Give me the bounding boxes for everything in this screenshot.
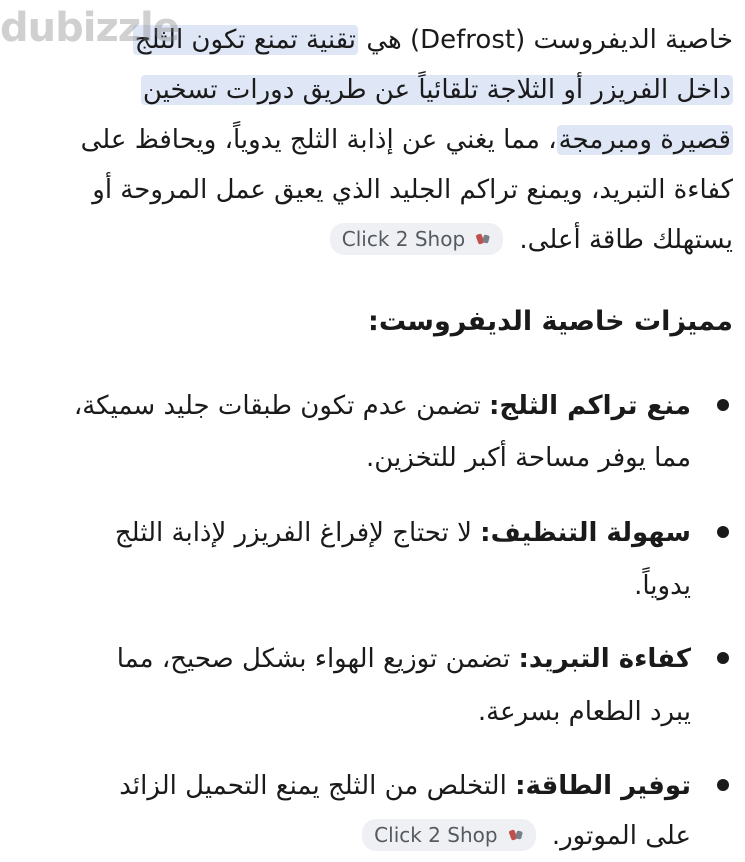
feature-2-line-1 [115,513,691,553]
feature-text: لا تحتاج لإفراغ الفريزر لإذابة الثلج [114,518,481,548]
feature-text: يدوياً. [634,571,691,601]
shop-logo-icon [475,231,491,247]
feature-3-line-2 [478,692,691,732]
feature-3-line-1 [117,639,691,679]
chip-label: Click 2 Shop [341,226,466,251]
click-2-shop-chip[interactable] [330,223,503,255]
click-2-shop-chip[interactable] [362,819,535,851]
feature-text: يبرد الطعام بسرعة. [477,697,691,727]
feature-text: على الموتور. [551,821,691,851]
intro-text: يستهلك طاقة أعلى. [519,225,733,255]
chip-label: Click 2 Shop [374,822,498,847]
bullet-icon [717,779,729,791]
feature-text: مما يوفر مساحة أكبر للتخزين. [365,443,691,473]
feature-4-line-2 [362,816,691,856]
watermark-text: dubizzle [0,5,179,51]
feature-4-line-1 [119,766,691,806]
feature-text: التخلص من الثلج يمنع التحميل الزائد [119,771,516,801]
feature-1-line-2 [366,438,691,478]
features-heading: مميزات خاصية الديفروست: [368,306,733,337]
feature-title: منع تراكم الثلج: [489,391,691,421]
intro-text: كفاءة التبريد، ويمنع تراكم الجليد الذي يعيق عمل المروحة أو [92,175,733,205]
intro-line-5 [330,220,733,260]
bullet-icon [717,526,729,538]
intro-line-1 [133,20,733,60]
highlighted-text: داخل الفريزر أو الثلاجة تلقائياً عن طريق دورات تسخين [142,75,731,105]
intro-line-4 [92,170,733,210]
highlighted-text: قصيرة ومبرمجة [558,125,731,155]
intro-line-3 [81,120,733,160]
feature-title: توفير الطاقة: [515,771,691,801]
intro-text: خاصية الديفروست (Defrost) هي [358,25,733,55]
bullet-icon [717,399,729,411]
feature-2-line-2 [634,566,691,606]
dubizzle-watermark-logo [0,5,179,51]
intro-text: ، مما يغني عن إذابة الثلج يدوياً، ويحافظ على [80,125,557,155]
feature-text: تضمن عدم تكون طبقات جليد سميكة، [73,391,490,421]
feature-1-line-1 [74,386,691,426]
bullet-icon [717,652,729,664]
intro-line-2 [141,70,733,110]
feature-title: كفاءة التبريد: [518,644,691,674]
highlighted-text: تقنية تمنع تكون الثلج [134,25,357,55]
feature-title: سهولة التنظيف: [480,518,691,548]
feature-text: تضمن توزيع الهواء بشكل صحيح، مما [116,644,519,674]
shop-logo-icon [508,827,524,843]
